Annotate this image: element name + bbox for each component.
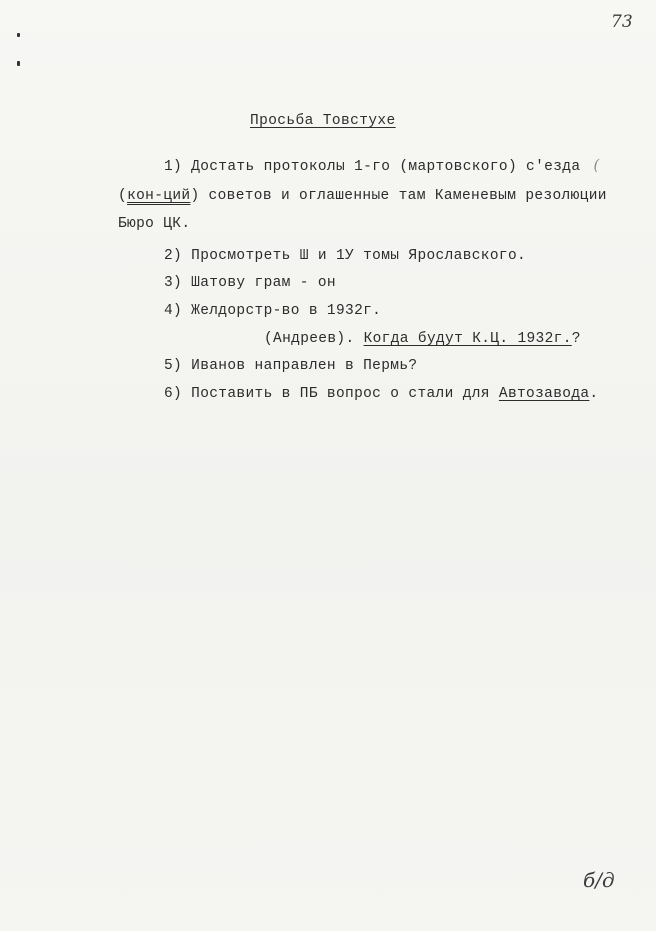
item-3 — [164, 275, 336, 291]
margin-tick-icon: ( — [593, 158, 600, 174]
item-1-text: 1) Достать протоколы 1-го (мартовского) с'езда — [164, 159, 581, 175]
item-1-continuation: ) советов и оглашенные там Каменевым резолюции — [190, 188, 607, 204]
item-5 — [164, 358, 417, 374]
item-6-text: 6) Поставить в ПБ вопрос о стали для — [164, 386, 499, 402]
item-5-text: 5) Иванов направлен в Пермь? — [164, 358, 418, 374]
item-1-ending: Бюро ЦК. — [118, 216, 191, 232]
item-2 — [164, 248, 526, 264]
item-4-text: 4) Желдорстр-во в 1932г. — [164, 303, 382, 319]
item-4-continuation-pre: (Андреев). — [264, 331, 364, 347]
item-6-period: . — [589, 386, 599, 402]
archive-mark: б/д — [583, 868, 615, 892]
item-4-continuation-post: ? — [571, 331, 581, 347]
underlined-term: Автозавода — [498, 386, 590, 402]
paper-speck — [17, 61, 20, 66]
item-1-line-2 — [118, 188, 607, 204]
underlined-term: кон-ций — [127, 188, 191, 204]
item-2-text: 2) Просмотреть Ш и 1У томы Ярославского. — [164, 248, 527, 264]
item-4-continuation — [264, 331, 581, 347]
item-1-line-1 — [164, 158, 599, 175]
item-1-line-3 — [118, 216, 190, 232]
underlined-question: Когда будут К.Ц. 1932г. — [363, 331, 572, 347]
item-6 — [164, 386, 598, 402]
item-4 — [164, 303, 381, 319]
item-1-paren: ( — [118, 188, 128, 204]
paper-speck — [17, 33, 20, 37]
page-number: 73 — [611, 12, 633, 32]
item-3-text: 3) Шатову грам - он — [164, 275, 336, 291]
document-title: Просьба Товстухе — [250, 113, 396, 129]
